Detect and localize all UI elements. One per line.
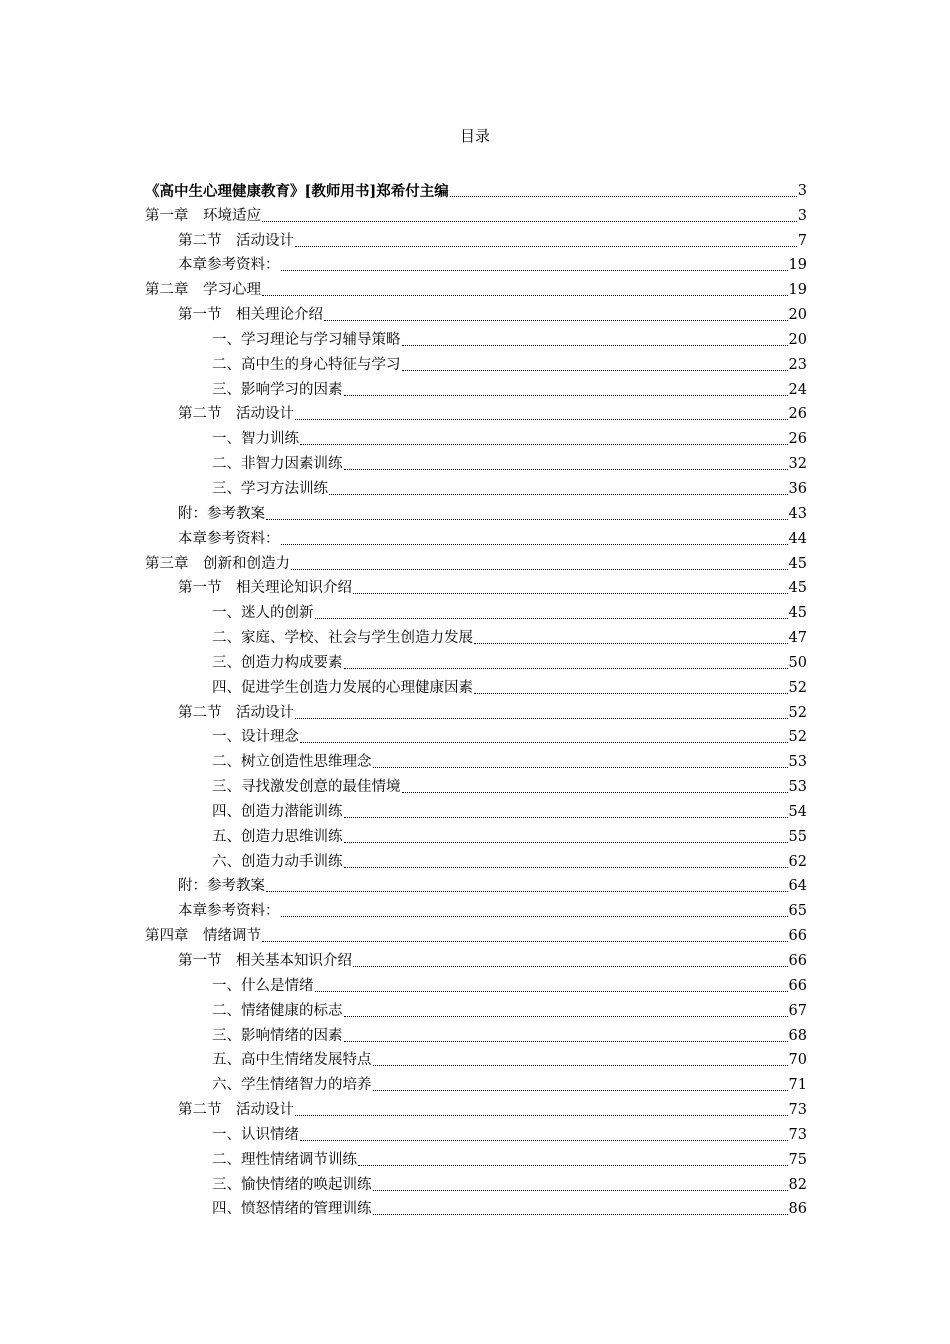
toc-title: 目录: [459, 127, 490, 145]
toc-entry-page-number: 53: [788, 754, 807, 771]
dot-leader: [474, 693, 788, 694]
toc-entry[interactable]: [145, 847, 807, 872]
toc-entry[interactable]: [145, 275, 807, 300]
dot-leader: [295, 419, 788, 420]
toc-entry[interactable]: [145, 524, 807, 549]
dot-leader: [402, 345, 788, 346]
toc-entry-label: 一、设计理念: [212, 729, 299, 746]
dot-leader: [344, 842, 788, 843]
dot-leader: [295, 718, 788, 719]
toc-entry-page-number: 23: [788, 356, 807, 373]
toc-entry-label: 第一节 相关理论介绍: [178, 307, 323, 324]
toc-entry-page-number: 65: [788, 903, 807, 920]
toc-entry-label: 六、创造力动手训练: [212, 853, 343, 870]
toc-entry-page-number: 53: [788, 779, 807, 796]
toc-entry-page-number: 19: [788, 257, 807, 274]
dot-leader: [281, 544, 788, 545]
toc-entry-page-number: 24: [788, 381, 807, 398]
toc-entry-label: 二、树立创造性思维理念: [212, 754, 372, 771]
toc-entry[interactable]: [145, 1046, 807, 1071]
dot-leader: [344, 1041, 788, 1042]
toc-entry[interactable]: [145, 598, 807, 623]
toc-entry-page-number: 70: [788, 1052, 807, 1069]
toc-entry-label: 第一节 相关基本知识介绍: [178, 953, 352, 969]
dot-leader: [344, 817, 788, 818]
toc-entry[interactable]: [145, 1195, 807, 1220]
toc-entry-page-number: 54: [788, 803, 807, 820]
toc-entry[interactable]: [145, 822, 807, 847]
toc-entry-label: 第二节 活动设计: [178, 232, 294, 249]
toc-entry[interactable]: [145, 921, 807, 946]
toc-entry-page-number: 7: [797, 232, 807, 249]
toc-entry-label: 一、智力训练: [212, 431, 299, 448]
toc-entry[interactable]: [145, 400, 807, 425]
toc-entry-page-number: 71: [788, 1077, 807, 1094]
toc-entry[interactable]: [145, 1170, 807, 1195]
toc-entry-label: 六、学生情绪智力的培养: [212, 1077, 372, 1094]
toc-entry-page-number: 47: [788, 630, 807, 647]
dot-leader: [344, 469, 788, 470]
toc-entry-page-number: 75: [788, 1151, 807, 1168]
toc-entry-page-number: 86: [788, 1201, 807, 1218]
toc-entry[interactable]: [145, 946, 807, 971]
toc-entry[interactable]: [145, 1021, 807, 1046]
toc-entry-label: 第二节 活动设计: [178, 406, 294, 423]
toc-entry-label: 二、非智力因素训练: [212, 456, 343, 473]
dot-leader: [344, 395, 788, 396]
toc-entry-label: 本章参考资料：: [178, 903, 280, 920]
toc-entry[interactable]: [145, 896, 807, 921]
toc-entry-label: 四、创造力潜能训练: [212, 803, 343, 820]
toc-entry-page-number: 32: [788, 456, 807, 473]
toc-entry-label: 二、情绪健康的标志: [212, 1002, 343, 1019]
toc-entry-page-number: 50: [788, 654, 807, 671]
toc-entry-page-number: 3: [797, 182, 807, 199]
dot-leader: [300, 1140, 788, 1141]
toc-entry[interactable]: [145, 1120, 807, 1145]
toc-entry-label: 第二节 活动设计: [178, 1102, 294, 1119]
dot-leader: [402, 792, 788, 793]
toc-entry-label: 三、影响情绪的因素: [212, 1027, 343, 1044]
toc-entry-label: 附：参考教案: [178, 878, 265, 895]
toc-entry-label: 四、促进学生创造力发展的心理健康因素: [212, 679, 473, 696]
toc-entry-label: 二、高中生的身心特征与学习: [212, 356, 401, 373]
toc-entry-page-number: 20: [788, 307, 807, 324]
toc-entry[interactable]: [145, 698, 807, 723]
toc-entry-page-number: 43: [788, 505, 807, 522]
toc-entry-label: 一、学习理论与学习辅导策略: [212, 331, 401, 348]
toc-entry[interactable]: [145, 996, 807, 1021]
toc-entry-page-number: 26: [788, 431, 807, 448]
dot-leader: [353, 966, 788, 967]
dot-leader: [295, 1115, 788, 1116]
toc-entry-label: 三、创造力构成要素: [212, 654, 343, 671]
toc-entry-label: 三、影响学习的因素: [212, 381, 343, 398]
toc-entry[interactable]: [145, 176, 807, 201]
dot-leader: [324, 320, 788, 321]
toc-entry[interactable]: [145, 971, 807, 996]
toc-entry-page-number: 26: [788, 406, 807, 423]
toc-entry-label: 本章参考资料：: [178, 257, 280, 274]
toc-entry-page-number: 3: [797, 207, 807, 224]
toc-entry-page-number: 73: [788, 1126, 807, 1143]
dot-leader: [300, 742, 788, 743]
toc-entry-page-number: 45: [788, 605, 807, 622]
toc-entry-label: 三、愉快情绪的唤起训练: [212, 1176, 372, 1193]
toc-entry-label: 第四章 情绪调节: [145, 928, 261, 945]
dot-leader: [344, 668, 788, 669]
toc-entry[interactable]: [145, 623, 807, 648]
dot-leader: [281, 270, 788, 271]
toc-entry[interactable]: [145, 350, 807, 375]
toc-entry-page-number: 55: [788, 828, 807, 845]
dot-leader: [474, 643, 788, 644]
toc-entry-label: 第二章 学习心理: [145, 282, 261, 299]
toc-entry-label: 第二节 活动设计: [178, 704, 294, 721]
toc-entry-page-number: 52: [788, 729, 807, 746]
toc-entry[interactable]: [145, 648, 807, 673]
dot-leader: [373, 767, 788, 768]
toc-entry[interactable]: [145, 499, 807, 524]
toc-entry[interactable]: [145, 325, 807, 350]
toc-entry-page-number: 66: [788, 928, 807, 945]
toc-entry-page-number: 68: [788, 1027, 807, 1044]
toc-entry-label: 一、认识情绪: [212, 1126, 299, 1143]
dot-leader: [344, 867, 788, 868]
toc-entry[interactable]: [145, 872, 807, 897]
toc-entry-label: 一、什么是情绪: [212, 977, 314, 994]
toc-entry-label: 五、高中生情绪发展特点: [212, 1052, 372, 1069]
dot-leader: [344, 1016, 788, 1017]
dot-leader: [295, 246, 797, 247]
dot-leader: [358, 1165, 788, 1166]
toc-entry-label: 三、学习方法训练: [212, 480, 328, 497]
toc-entry[interactable]: [145, 251, 807, 276]
dot-leader: [402, 370, 788, 371]
toc-entry-page-number: 44: [788, 530, 807, 547]
toc-entry-label: 第一章 环境适应: [145, 207, 261, 224]
dot-leader: [291, 569, 788, 570]
toc-entry-page-number: 19: [788, 282, 807, 299]
dot-leader: [262, 295, 788, 296]
toc-entry-label: 一、迷人的创新: [212, 605, 314, 622]
dot-leader: [329, 494, 788, 495]
dot-leader: [266, 519, 788, 520]
dot-leader: [281, 916, 788, 917]
toc-list: [145, 176, 807, 1219]
toc-entry[interactable]: [145, 375, 807, 400]
dot-leader: [373, 1190, 788, 1191]
toc-entry[interactable]: [145, 1145, 807, 1170]
dot-leader: [353, 593, 788, 594]
dot-leader: [300, 444, 788, 445]
toc-entry[interactable]: [145, 1070, 807, 1095]
toc-entry-page-number: 82: [788, 1176, 807, 1193]
toc-entry-label: 四、愤怒情绪的管理训练: [212, 1201, 372, 1218]
toc-entry[interactable]: [145, 300, 807, 325]
toc-entry-page-number: 66: [788, 953, 807, 969]
toc-entry[interactable]: [145, 449, 807, 474]
toc-entry-page-number: 62: [788, 853, 807, 870]
toc-entry-label: 第一节 相关理论知识介绍: [178, 580, 352, 597]
toc-entry-label: 附：参考教案: [178, 505, 265, 522]
toc-entry[interactable]: [145, 723, 807, 748]
toc-entry-label: 五、创造力思维训练: [212, 828, 343, 845]
toc-entry-page-number: 67: [788, 1002, 807, 1019]
dot-leader: [373, 1065, 788, 1066]
toc-entry-page-number: 73: [788, 1102, 807, 1119]
toc-entry[interactable]: [145, 1095, 807, 1120]
toc-entry[interactable]: [145, 474, 807, 499]
dot-leader: [315, 618, 788, 619]
dot-leader: [373, 1090, 788, 1091]
dot-leader: [315, 991, 788, 992]
toc-entry-page-number: 66: [788, 977, 807, 994]
toc-entry-page-number: 52: [788, 704, 807, 721]
dot-leader: [373, 1214, 788, 1215]
dot-leader: [266, 891, 788, 892]
toc-entry-label: 二、理性情绪调节训练: [212, 1151, 357, 1168]
toc-entry-page-number: 52: [788, 679, 807, 696]
toc-entry-label: 《高中生心理健康教育》[教师用书]郑希付主编: [145, 182, 449, 200]
toc-entry[interactable]: [145, 797, 807, 822]
toc-entry[interactable]: [145, 574, 807, 599]
toc-entry[interactable]: [145, 747, 807, 772]
toc-entry-page-number: 45: [788, 580, 807, 597]
toc-entry[interactable]: [145, 201, 807, 226]
toc-entry-label: 本章参考资料：: [178, 530, 280, 547]
toc-entry-label: 第三章 创新和创造力: [145, 555, 290, 572]
toc-entry-page-number: 64: [788, 878, 807, 895]
dot-leader: [450, 196, 797, 197]
dot-leader: [262, 941, 788, 942]
toc-entry[interactable]: [145, 424, 807, 449]
dot-leader: [262, 221, 797, 222]
toc-entry-page-number: 20: [788, 331, 807, 348]
toc-entry-label: 二、家庭、学校、社会与学生创造力发展: [212, 630, 473, 647]
toc-entry[interactable]: [145, 673, 807, 698]
toc-entry-label: 三、寻找激发创意的最佳情境: [212, 779, 401, 796]
toc-entry-page-number: 45: [788, 555, 807, 572]
toc-entry[interactable]: [145, 226, 807, 251]
toc-entry[interactable]: [145, 549, 807, 574]
toc-entry-page-number: 36: [788, 480, 807, 497]
toc-entry[interactable]: [145, 772, 807, 797]
